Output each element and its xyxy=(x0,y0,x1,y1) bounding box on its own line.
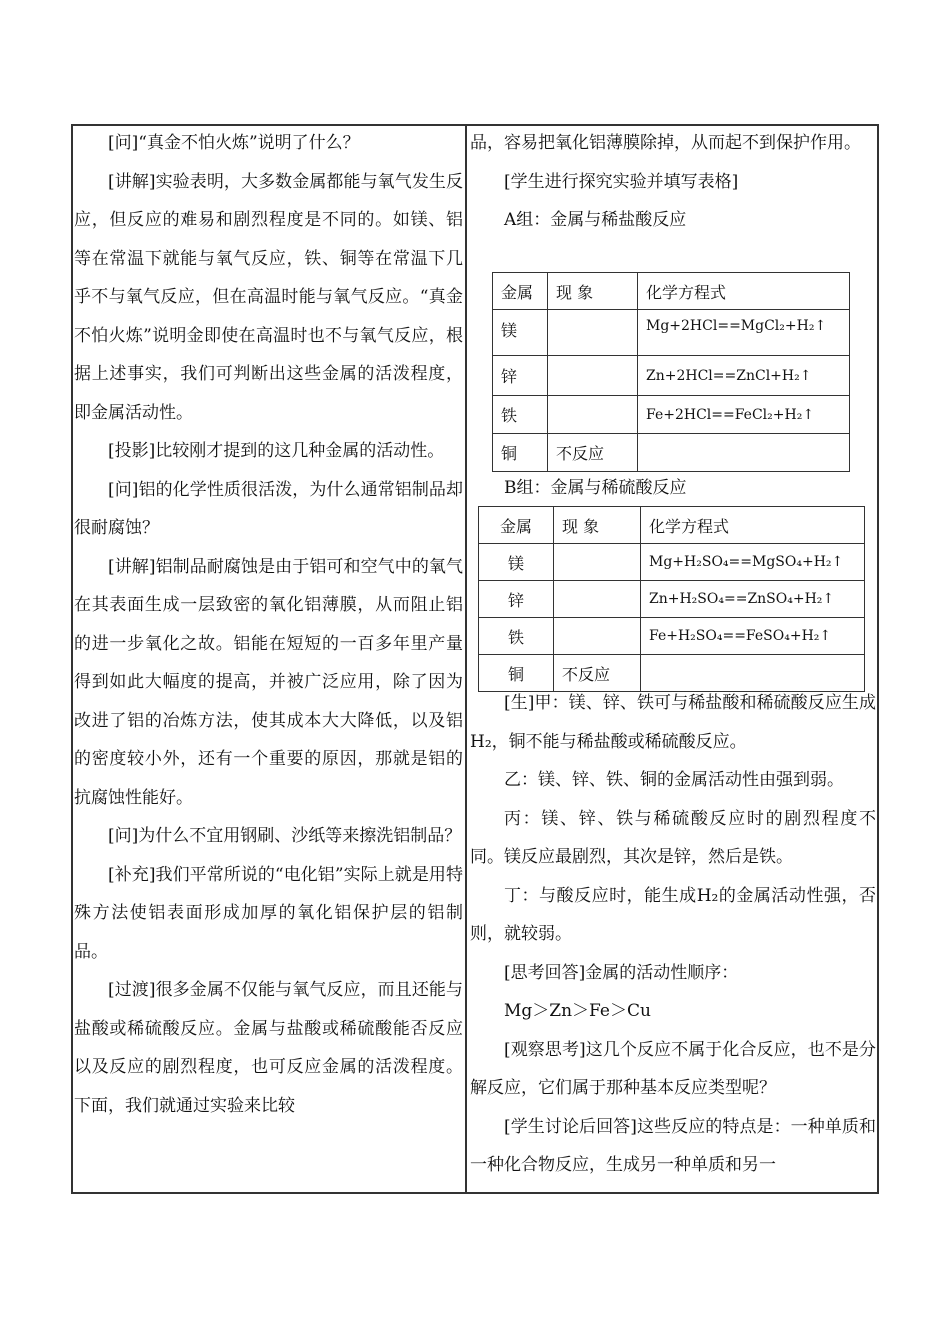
phenomenon-cell xyxy=(548,396,638,434)
answer-jia: [生]甲：镁、锌、铁可与稀盐酸和稀硫酸反应生成H₂，铜不能与稀盐酸或稀硫酸反应。 xyxy=(470,693,876,752)
discussion-answer: [学生讨论后回答]这些反应的特点是：一种单质和一种化合物反应，生成另一种单质和另一 xyxy=(470,1116,876,1175)
header-equation: 化学方程式 xyxy=(638,273,850,310)
group-a-label: A组：金属与稀盐酸反应 xyxy=(504,210,687,230)
question-gold: [问]“真金不怕火炼”说明了什么？ xyxy=(108,133,360,153)
equation-cell: Mg+H₂SO₄==MgSO₄+H₂↑ xyxy=(641,544,865,581)
think-answer: [思考回答]金属的活动性顺序： xyxy=(504,962,739,983)
projection-note: [投影]比较刚才提到的这几种金属的活动性。 xyxy=(108,441,445,461)
equation-cell: Mg+2HCl==MgCl₂+H₂↑ xyxy=(638,310,850,356)
equation-cell: Fe+2HCl==FeCl₂+H₂↑ xyxy=(638,396,850,434)
header-phenomenon: 现 象 xyxy=(554,507,641,544)
table-sulfuric xyxy=(478,506,865,692)
continued-text: 品，容易把氧化铝薄膜除掉，从而起不到保护作用。 xyxy=(470,133,861,153)
explanation-oxygen: [讲解]实验表明，大多数金属都能与氧气发生反应，但反应的难易和剧烈程度是不同的。如镁、铝等在常温下就能与氧气反应，铁、铜等在常温下几乎不与氧气反应，但在高温时能与氧气反应。“真金不怕火炼”说明金即使在高温时也不与氧气反应，根据上述事实，我们可判断出这些金属的活泼程度，即金属活动性。 xyxy=(74,171,463,423)
phenomenon-cell xyxy=(554,544,641,581)
answer-bing: 丙：镁、锌、铁与稀硫酸反应时的剧烈程度不同。镁反应最剧烈，其次是锌，然后是铁。 xyxy=(470,808,876,867)
metal-cell: 铁 xyxy=(479,618,554,655)
table-header-row xyxy=(493,273,850,310)
phenomenon-cell xyxy=(554,618,641,655)
header-metal: 金属 xyxy=(493,273,548,310)
metal-cell: 锌 xyxy=(479,581,554,618)
metal-cell: 镁 xyxy=(493,310,548,356)
header-metal: 金属 xyxy=(479,507,554,544)
table-row xyxy=(493,310,850,356)
activity-order: Mg＞Zn＞Fe＞Cu xyxy=(504,1001,651,1021)
group-b-label: B组：金属与稀硫酸反应 xyxy=(504,478,687,498)
question-steel-brush: [问]为什么不宜用钢刷、沙纸等来擦洗铝制品？ xyxy=(108,826,462,846)
metal-cell: 铜 xyxy=(479,655,554,692)
question-aluminum: [问]铝的化学性质很活泼，为什么通常铝制品却很耐腐蚀？ xyxy=(74,479,463,538)
table-hydrochloric xyxy=(492,272,850,472)
table-row xyxy=(493,356,850,396)
answer-ding: 丁：与酸反应时，能生成H₂的金属活动性强，否则，就较弱。 xyxy=(470,885,876,944)
header-equation: 化学方程式 xyxy=(641,507,865,544)
left-column xyxy=(74,124,463,1125)
table-row xyxy=(479,581,865,618)
group-b-block xyxy=(470,469,876,508)
table-row xyxy=(479,544,865,581)
table-row xyxy=(479,618,865,655)
phenomenon-cell: 不反应 xyxy=(548,434,638,472)
column-divider xyxy=(465,124,467,1194)
right-column xyxy=(470,124,876,240)
equation-cell xyxy=(638,434,850,472)
student-instruction: [学生进行探究实验并填写表格] xyxy=(504,171,739,192)
equation-cell: Fe+H₂SO₄==FeSO₄+H₂↑ xyxy=(641,618,865,655)
equation-cell: Zn+2HCl==ZnCl+H₂↑ xyxy=(638,356,850,396)
answer-yi: 乙：镁、锌、铁、铜的金属活动性由强到弱。 xyxy=(504,770,844,790)
metal-cell: 锌 xyxy=(493,356,548,396)
table-header-row xyxy=(479,507,865,544)
transition-note: [过渡]很多金属不仅能与氧气反应，而且还能与盐酸或稀硫酸反应。金属与盐酸或稀硫酸能否反应以及反应的剧烈程度，也可反应金属的活泼程度。下面，我们就通过实验来比较 xyxy=(74,980,463,1116)
table-row xyxy=(493,434,850,472)
explanation-aluminum: [讲解]铝制品耐腐蚀是由于铝可和空气中的氧气在其表面生成一层致密的氧化铝薄膜，从而阻止铝的进一步氧化之故。铝能在短短的一百多年里产量得到如此大幅度的提高，并被广泛应用，除了因为改进了铝的冶炼方法，使其成本大大降低，以及铝的密度较小外，还有一个重要的原因，那就是铝的抗腐蚀性能好。 xyxy=(74,556,463,808)
student-answers xyxy=(470,684,876,1185)
supplement-note: [补充]我们平常所说的“电化铝”实际上就是用特殊方法使铝表面形成加厚的氧化铝保护层的铝制品。 xyxy=(74,864,463,962)
metal-cell: 铁 xyxy=(493,396,548,434)
equation-cell: Zn+H₂SO₄==ZnSO₄+H₂↑ xyxy=(641,581,865,618)
phenomenon-cell: 不反应 xyxy=(554,655,641,692)
phenomenon-cell xyxy=(548,310,638,356)
metal-cell: 铜 xyxy=(493,434,548,472)
header-phenomenon: 现 象 xyxy=(548,273,638,310)
table-row xyxy=(493,396,850,434)
phenomenon-cell xyxy=(554,581,641,618)
observe-think: [观察思考]这几个反应不属于化合反应，也不是分解反应，它们属于那种基本反应类型呢？ xyxy=(470,1039,876,1098)
metal-cell: 镁 xyxy=(479,544,554,581)
phenomenon-cell xyxy=(548,356,638,396)
